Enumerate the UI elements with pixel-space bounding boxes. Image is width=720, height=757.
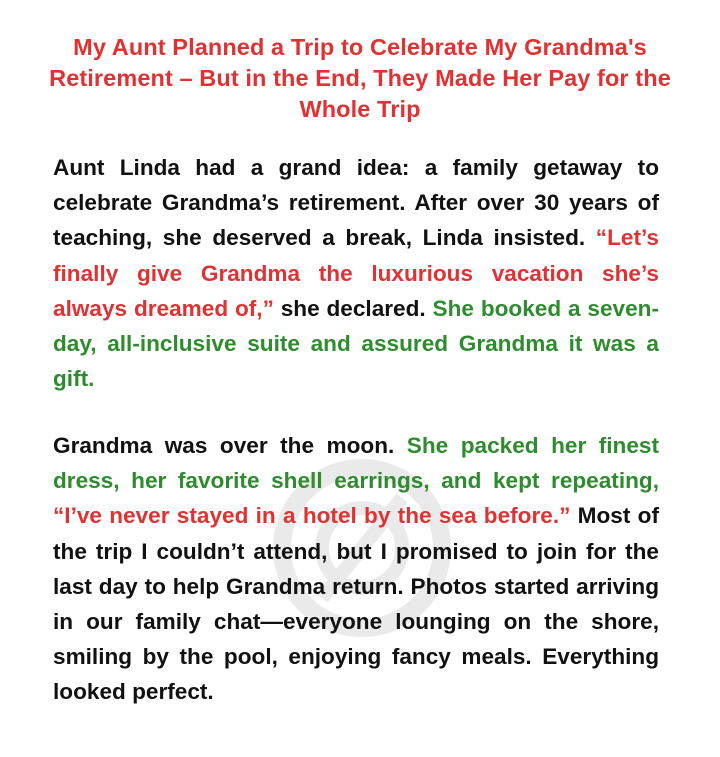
paragraph-2 — [53, 428, 659, 710]
paragraph-1-highlight: She booked a seven-day, all-inclusive suite and assured Grandma it was a gift. — [53, 295, 659, 392]
paragraph-1-intro: Aunt Linda had a grand idea: a family getaway to celebrate Grandma’s retirement. After over 30 years of teaching, she deserved a break, Linda insisted. — [53, 155, 659, 251]
paragraph-2-highlight: She packed her finest dress, her favorite shell earrings, and kept repeating, — [53, 433, 659, 494]
paragraph-1 — [53, 150, 659, 396]
paragraph-2-intro: Grandma was over the moon. — [53, 433, 407, 458]
paragraph-2-quote: “I’ve never stayed in a hotel by the sea before.” — [53, 503, 571, 529]
paragraph-2-rest: Most of the trip I couldn’t attend, but I promised to join for the last day to help Grandma return. Photos started arriving in our family chat—everyone lounging on the shore, smiling by the pool, enjoying fancy meals. Everything looked perfect. — [53, 503, 659, 705]
paragraph-1-after-quote: she declared. — [273, 295, 433, 321]
story-title: My Aunt Planned a Trip to Celebrate My Grandma's Retirement – But in the End, They Made Her Pay for the Whole Trip — [49, 34, 671, 122]
paragraph-1-quote: “Let’s finally give Grandma the luxurious vacation she’s always dreamed of,” — [53, 225, 659, 321]
